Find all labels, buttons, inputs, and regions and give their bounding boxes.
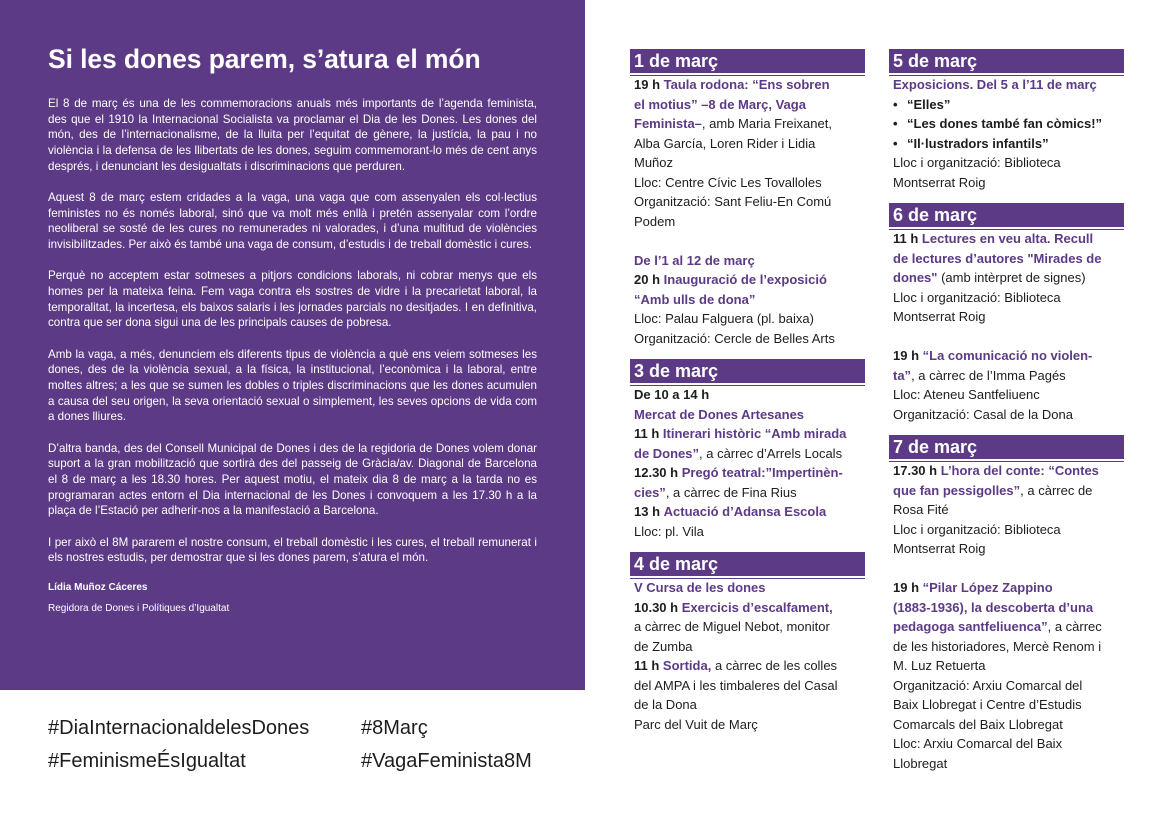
day-section-6-marc bbox=[889, 203, 1124, 424]
event-title: Feminista– bbox=[634, 116, 702, 131]
day-header: 4 de març bbox=[630, 552, 865, 576]
manifesto-paragraph: D’altra banda, des del Consell Municipal de Dones i des de la regidoria de Dones volem donar suport a la gran mobilització que sortirà des del passeig de Gràcia/av. Diagonal de Barcelona el 8 de març a les 18.30 hores. Per aquest motiu, el mateix dia 8 de març a la tarda no es programaran actes entorn el Dia internacional de les Dones i convoquem a les 17.30 h a la plaça de l’Estació per adherir-nos a la manifestació a Barcelona. bbox=[48, 441, 537, 518]
event-detail: de les historiadores, Mercè Renom i bbox=[893, 638, 1102, 654]
event-location: Lloc i organització: Biblioteca bbox=[893, 521, 1061, 537]
event-title: V Cursa de les dones bbox=[634, 580, 766, 595]
event-location: Parc del Vuit de Març bbox=[634, 716, 758, 732]
event-location: Lloc: Palau Falguera (pl. baixa) bbox=[634, 311, 814, 326]
event-title: Lectures en veu alta. Recull bbox=[921, 231, 1094, 246]
event-title: Sortida, bbox=[662, 658, 712, 673]
agenda-column-right bbox=[889, 49, 1124, 773]
event-title: ta” bbox=[893, 367, 912, 383]
event-location: Lloc: Centre Cívic Les Tovalloles bbox=[634, 174, 822, 190]
day-header: 5 de març bbox=[889, 49, 1124, 73]
hashtag: #FeminismeÉsIgualtat bbox=[48, 750, 246, 772]
day-section-3-marc bbox=[630, 359, 865, 541]
event-title: (1883-1936), la descoberta d’una bbox=[893, 599, 1094, 615]
event-title: dones" bbox=[893, 270, 938, 285]
event-detail: , a càrrec de l’Imma Pagés bbox=[911, 367, 1066, 383]
event-time: 17.30 h bbox=[893, 463, 938, 478]
hashtags bbox=[48, 712, 532, 778]
page-title: Si les dones parem, s’atura el món bbox=[48, 44, 481, 74]
event-title: Pregó teatral:”Impertinèn- bbox=[681, 465, 843, 480]
event-time: 20 h bbox=[634, 272, 661, 287]
event-title: Taula rodona: “Ens sobren bbox=[663, 77, 830, 92]
event-organizer: Organització: Cercle de Belles Arts bbox=[634, 330, 835, 346]
day-section-7-marc bbox=[889, 435, 1124, 773]
event-location: Montserrat Roig bbox=[893, 541, 986, 556]
hashtag: #VagaFeminista8M bbox=[361, 750, 532, 772]
day-section-4-marc bbox=[630, 552, 865, 734]
event-organizer: Baix Llobregat i Centre d’Estudis bbox=[893, 697, 1082, 712]
event-organizer: Organització: Sant Feliu-En Comú bbox=[634, 194, 832, 209]
manifesto-paragraph: El 8 de març és una de les commemoracions anuals més importants de l’agenda feminista, des que el 1910 la Internacional Socialista va proclamar el Dia de les Dones. Les dones del món, des de l’internacionalisme, de la lluita per l’equitat de gènere, la justícia, la pau i no violència i la defensa de les llibertats de les dones, seguim commemorant-lo més de cent anys després, i denunciant les desigualtats i discriminacions que perduren. bbox=[48, 97, 537, 173]
day-section-1-marc bbox=[630, 49, 865, 348]
manifesto-paragraph: I per això el 8M pararem el nostre consum, el treball domèstic i les cures, el treball remunerat i els nostres estudis, per demostrar que si les dones parem, s’atura el món. bbox=[48, 535, 537, 565]
event-detail: a càrrec de les colles bbox=[711, 658, 838, 673]
event-title: pedagoga santfeliuenca” bbox=[893, 619, 1048, 634]
event-title: Actuació d’Adansa Escola bbox=[663, 504, 827, 519]
event-detail: del AMPA i les timbaleres del Casal bbox=[634, 677, 838, 693]
event-date-range: De l’1 al 12 de març bbox=[634, 252, 755, 268]
event-location: Lloc i organització: Biblioteca bbox=[893, 155, 1061, 170]
day-section-5-marc bbox=[889, 49, 1124, 192]
agenda-column-left bbox=[630, 49, 865, 734]
event-title: el motius” –8 de Març, Vaga bbox=[634, 96, 806, 112]
event-time: 19 h bbox=[893, 580, 920, 595]
event-detail: M. Luz Retuerta bbox=[893, 658, 986, 673]
event-detail: Rosa Fité bbox=[893, 502, 949, 517]
event-time: 19 h bbox=[634, 77, 661, 92]
event-time: 11 h bbox=[893, 231, 919, 246]
event-title: Mercat de Dones Artesanes bbox=[634, 406, 805, 422]
event-title: cies” bbox=[634, 484, 666, 500]
day-header: 1 de març bbox=[630, 49, 865, 73]
event-detail: a càrrec de Miguel Nebot, monitor bbox=[634, 619, 830, 634]
event-time: 11 h bbox=[634, 658, 660, 673]
exhibition-item: • “Les dones també fan còmics!” bbox=[889, 114, 1124, 134]
manifesto-paragraph: Amb la vaga, a més, denunciem els diferents tipus de violència a què ens veiem sotmeses les dones, des de la violència sexual, a la física, la institucional, l’econòmica i la laboral, entre moltes altres; a les que se sumen les dobles o triples discriminacions que les dones acumulen a causa del seu origen, la seva orientació sexual o simplement, les seves opcions de vida com a dones lliures. bbox=[48, 347, 537, 424]
event-location: Llobregat bbox=[893, 755, 948, 771]
event-detail: , a càrrec de bbox=[1020, 482, 1093, 498]
day-header: 6 de març bbox=[889, 203, 1124, 227]
event-organizer: Organització: Casal de la Dona bbox=[893, 406, 1073, 422]
event-title: de Dones” bbox=[634, 445, 700, 461]
event-location: Montserrat Roig bbox=[893, 174, 986, 190]
event-detail: de Zumba bbox=[634, 638, 693, 654]
event-title: de lectures d’autores "Mirades de bbox=[893, 250, 1102, 266]
event-detail: , amb Maria Freixanet, bbox=[701, 116, 832, 131]
event-title: Itinerari històric “Amb mirada bbox=[662, 426, 847, 441]
day-header: 3 de març bbox=[630, 359, 865, 383]
event-detail: , a càrrec de Fina Rius bbox=[665, 484, 797, 500]
event-title: “Amb ulls de dona” bbox=[634, 291, 756, 307]
event-title: Inauguració de l’exposició bbox=[663, 272, 827, 287]
event-organizer: Organització: Arxiu Comarcal del bbox=[893, 677, 1083, 693]
event-location: Lloc: Arxiu Comarcal del Baix bbox=[893, 736, 1063, 751]
signature-name: Lídia Muñoz Cáceres bbox=[48, 581, 148, 593]
event-location: Montserrat Roig bbox=[893, 309, 986, 324]
event-detail: de la Dona bbox=[634, 697, 697, 712]
event-title: Exercicis d’escalfament, bbox=[681, 599, 833, 615]
event-title: Exposicions. Del 5 a l’11 de març bbox=[893, 77, 1097, 92]
event-location: Lloc i organització: Biblioteca bbox=[893, 289, 1061, 305]
exhibition-item: • “Il·lustradors infantils” bbox=[889, 134, 1124, 154]
event-organizer: Comarcals del Baix Llobregat bbox=[893, 716, 1063, 732]
hashtag: #DiaInternacionaldelesDones bbox=[48, 717, 310, 739]
event-detail: Alba García, Loren Rider i Lidia bbox=[634, 135, 816, 151]
event-title: que fan pessigolles” bbox=[893, 482, 1021, 498]
event-title: L’hora del conte: “Contes bbox=[940, 463, 1099, 478]
event-title: “Pilar López Zappino bbox=[922, 580, 1053, 595]
event-time: 10.30 h bbox=[634, 599, 679, 615]
event-detail: (amb intèrpret de signes) bbox=[937, 270, 1086, 285]
event-location: Lloc: Ateneu Santfeliuenc bbox=[893, 387, 1040, 402]
event-title: “La comunicació no violen- bbox=[922, 348, 1093, 363]
hashtag: #8Març bbox=[361, 717, 428, 739]
exhibition-item: • “Elles” bbox=[889, 95, 1124, 115]
day-header: 7 de març bbox=[889, 435, 1124, 459]
event-detail: , a càrrec d’Arrels Locals bbox=[699, 445, 843, 461]
event-time: 13 h bbox=[634, 504, 661, 519]
event-time: De 10 a 14 h bbox=[634, 387, 710, 402]
event-time: 19 h bbox=[893, 348, 920, 363]
event-time: 12.30 h bbox=[634, 465, 679, 480]
manifesto-panel bbox=[0, 0, 585, 690]
event-time: 11 h bbox=[634, 426, 660, 441]
manifesto-paragraph: Aquest 8 de març estem cridades a la vaga, una vaga que com assenyalen els col·lectius feministes no és només laboral, sinó que va molt més enllà i pretén assenyalar com l’ordre neoliberal se sosté de les cures no remunerades ni valorades, i d’una multitud de violències invisibilitzades. Per això és també una vaga de consum, d’estudis i de treball domèstic i cures. bbox=[48, 191, 537, 252]
manifesto-paragraph: Perquè no acceptem estar sotmeses a pitjors condicions laborals, ni cobrar menys que els homes per la mateixa feina. Fem vaga contra els sostres de vidre i la precarietat laboral, la temporalitat, la incertesa, els baixos salaris i les jornades parcials no desitjades. I en definitiva, contra que ser dona sigui una de les principals causes de pobresa. bbox=[48, 269, 537, 330]
event-location: Lloc: pl. Vila bbox=[634, 523, 704, 539]
event-detail: , a càrrec bbox=[1047, 619, 1102, 634]
event-organizer: Podem bbox=[634, 213, 676, 229]
signature-role: Regidora de Dones i Polítiques d’Igualtat bbox=[48, 602, 230, 614]
event-detail: Muñoz bbox=[634, 155, 674, 170]
